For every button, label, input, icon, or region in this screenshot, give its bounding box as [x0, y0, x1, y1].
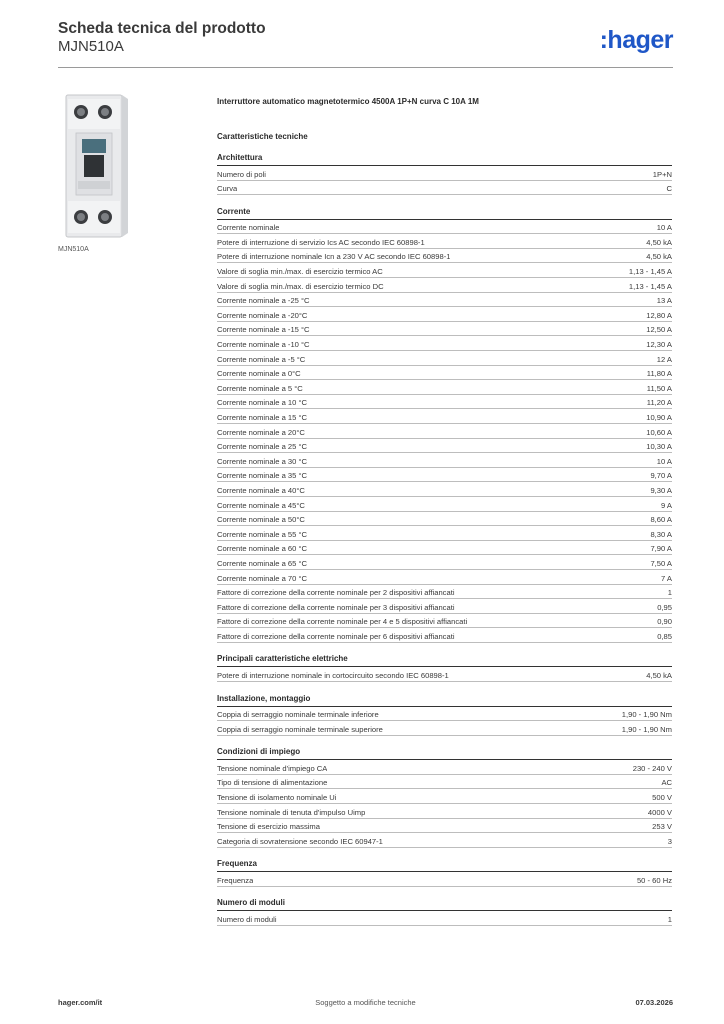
spec-value: 10 A [656, 223, 672, 233]
spec-label: Tensione di isolamento nominale Ui [217, 792, 337, 802]
spec-value: 12,30 A [646, 340, 672, 350]
spec-row [217, 721, 672, 736]
spec-row [217, 380, 672, 395]
spec-row [217, 366, 672, 381]
spec-label: Fattore di correzione della corrente nominale per 3 dispositivi affiancati [217, 602, 455, 612]
spec-label: Fattore di correzione della corrente nominale per 2 dispositivi affiancati [217, 588, 455, 598]
spec-row [217, 789, 672, 804]
spec-row [217, 512, 672, 527]
spec-value: 12,80 A [646, 310, 672, 320]
spec-label: Corrente nominale a 50°C [217, 515, 305, 525]
spec-label: Corrente nominale a 15 °C [217, 413, 307, 422]
spec-value: 9,70 A [650, 471, 672, 481]
spec-row [217, 872, 672, 887]
spec-label: Coppia di serraggio nominale terminale inferiore [217, 710, 379, 720]
spec-row [217, 439, 672, 454]
spec-label: Corrente nominale a -25 °C [217, 296, 310, 306]
spec-row [217, 249, 672, 264]
spec-section [217, 153, 672, 195]
spec-label: Corrente nominale a 25 °C [217, 442, 307, 452]
spec-value: C [666, 184, 672, 194]
spec-value: 0,85 [657, 631, 672, 641]
spec-row [217, 409, 672, 424]
spec-value: 9 A [661, 500, 672, 510]
spec-row [217, 482, 672, 497]
page-footer [58, 998, 673, 1010]
spec-value: 0,90 [657, 617, 672, 627]
spec-section [217, 747, 672, 848]
spec-row [217, 351, 672, 366]
spec-row [217, 707, 672, 722]
spec-row [217, 541, 672, 556]
spec-row [217, 819, 672, 834]
spec-label: Corrente nominale a 55 °C [217, 529, 307, 539]
section-title: Corrente [217, 207, 672, 220]
spec-value: 500 V [652, 792, 672, 802]
spec-label: Potere di interruzione nominale in cortocircuito secondo IEC 60898-1 [217, 671, 449, 680]
spec-value: 11,80 A [646, 369, 672, 379]
spec-row [217, 585, 672, 600]
section-title: Installazione, montaggio [217, 694, 672, 707]
footer-website: hager.com/it [58, 998, 103, 1007]
spec-value: 11,20 A [646, 398, 672, 408]
footer-notice: Soggetto a modifiche tecniche [315, 998, 416, 1007]
header-divider [58, 67, 673, 68]
spec-label: Numero di moduli [217, 914, 277, 924]
spec-row [217, 395, 672, 410]
spec-label: Tensione di esercizio massima [217, 822, 320, 832]
spec-value: 7,50 A [650, 558, 672, 568]
spec-value: 1,90 - 1,90 Nm [621, 724, 672, 734]
spec-row [217, 555, 672, 570]
spec-row [217, 166, 672, 181]
spec-label: Corrente nominale a 45°C [217, 500, 305, 510]
characteristics-heading: Caratteristiche tecniche [217, 132, 308, 141]
section-title: Condizioni di impiego [217, 747, 672, 760]
spec-row [217, 526, 672, 541]
spec-value: 1,13 - 1,45 A [628, 267, 672, 277]
document-title: Scheda tecnica del prodotto [58, 20, 266, 37]
spec-row [217, 570, 672, 585]
product-code: MJN510A [58, 38, 124, 55]
spec-label: Curva [217, 184, 238, 194]
spec-value: 8,60 A [650, 515, 672, 525]
spec-value: 1P+N [652, 169, 672, 179]
spec-label: Corrente nominale a -5 °C [217, 354, 306, 364]
spec-row [217, 278, 672, 293]
spec-section [217, 859, 672, 887]
spec-value: 10,90 A [646, 413, 672, 422]
spec-section [217, 694, 672, 736]
section-title: Architettura [217, 153, 672, 166]
spec-label: Corrente nominale a 60 °C [217, 544, 307, 554]
spec-label: Categoria di sovratensione secondo IEC 60947-1 [217, 836, 383, 846]
spec-row [217, 599, 672, 614]
spec-label: Corrente nominale a 65 °C [217, 558, 307, 568]
product-image [58, 93, 148, 239]
spec-value: 1,90 - 1,90 Nm [621, 710, 672, 720]
section-title: Numero di moduli [217, 898, 672, 911]
spec-row [217, 336, 672, 351]
spec-label: Corrente nominale a 40°C [217, 485, 305, 495]
spec-row [217, 468, 672, 483]
spec-value: 1 [667, 588, 672, 598]
image-caption: MJN510A [58, 246, 89, 253]
spec-value: 4,50 kA [646, 252, 672, 262]
spec-value: 11,50 A [646, 383, 672, 393]
spec-value: 50 - 60 Hz [636, 875, 672, 885]
spec-label: Corrente nominale a 35 °C [217, 471, 307, 481]
spec-row [217, 911, 672, 926]
spec-label: Coppia di serraggio nominale terminale superiore [217, 724, 383, 734]
spec-value: 1 [667, 914, 672, 924]
spec-label: Corrente nominale a -10 °C [217, 340, 310, 350]
spec-value: 10 A [656, 456, 672, 466]
spec-label: Frequenza [217, 875, 254, 885]
spec-row [217, 497, 672, 512]
spec-label: Fattore di correzione della corrente nominale per 4 e 5 dispositivi affiancati [217, 617, 468, 627]
spec-sections [217, 153, 672, 926]
spec-label: Potere di interruzione di servizio Ics AC secondo IEC 60898-1 [217, 237, 425, 247]
spec-value: 9,30 A [650, 485, 672, 495]
section-title: Frequenza [217, 859, 672, 872]
spec-label: Fattore di correzione della corrente nominale per 6 dispositivi affiancati [217, 631, 455, 641]
spec-value: 4,50 kA [646, 237, 672, 247]
spec-row [217, 667, 672, 682]
spec-label: Corrente nominale a 0°C [217, 369, 301, 379]
spec-row [217, 628, 672, 643]
spec-section [217, 207, 672, 643]
spec-value: 12,50 A [646, 325, 672, 335]
spec-label: Tensione nominale di tenuta d'impulso Uimp [217, 807, 366, 817]
spec-label: Corrente nominale a 70 °C [217, 573, 307, 583]
spec-label: Corrente nominale a 30 °C [217, 456, 307, 466]
spec-label: Corrente nominale a 20°C [217, 427, 305, 437]
spec-label: Numero di poli [217, 169, 266, 179]
spec-row [217, 293, 672, 308]
spec-label: Corrente nominale a -15 °C [217, 325, 310, 335]
spec-value: 0,95 [657, 602, 672, 612]
spec-row [217, 760, 672, 775]
spec-label: Corrente nominale a 10 °C [217, 398, 307, 408]
spec-row [217, 833, 672, 848]
spec-value: 253 V [652, 822, 672, 832]
spec-value: 4,50 kA [646, 671, 672, 680]
spec-section [217, 898, 672, 926]
spec-value: 7 A [661, 573, 672, 583]
specifications [217, 97, 672, 937]
section-title: Principali caratteristiche elettriche [217, 654, 672, 667]
spec-value: 10,60 A [646, 427, 672, 437]
spec-label: Tipo di tensione di alimentazione [217, 778, 328, 788]
spec-row [217, 220, 672, 235]
spec-row [217, 263, 672, 278]
spec-row [217, 453, 672, 468]
spec-label: Corrente nominale a -20°C [217, 310, 308, 320]
product-description: Interruttore automatico magnetotermico 4500A 1P+N curva C 10A 1M [217, 97, 479, 106]
spec-value: 12 A [656, 354, 672, 364]
spec-label: Potere di interruzione nominale Icn a 230 V AC secondo IEC 60898-1 [217, 252, 451, 262]
spec-value: 4000 V [647, 807, 672, 817]
spec-row [217, 181, 672, 196]
spec-label: Valore di soglia min./max. di esercizio termico AC [217, 267, 383, 277]
spec-row [217, 424, 672, 439]
spec-row [217, 775, 672, 790]
spec-value: 10,30 A [646, 442, 672, 452]
footer-date: 07.03.2026 [635, 998, 673, 1007]
spec-value: 1,13 - 1,45 A [628, 281, 672, 291]
spec-value: 230 - 240 V [632, 763, 672, 773]
spec-row [217, 322, 672, 337]
spec-section [217, 654, 672, 682]
hager-logo: :hager [599, 26, 673, 54]
page-header [58, 20, 673, 56]
spec-value: 8,30 A [650, 529, 672, 539]
spec-row [217, 614, 672, 629]
spec-row [217, 234, 672, 249]
spec-value: AC [661, 778, 672, 788]
spec-label: Corrente nominale a 5 °C [217, 383, 303, 393]
spec-label: Valore di soglia min./max. di esercizio termico DC [217, 281, 384, 291]
spec-label: Corrente nominale [217, 223, 280, 233]
spec-row [217, 804, 672, 819]
spec-value: 13 A [656, 296, 672, 306]
spec-label: Tensione nominale d'impiego CA [217, 763, 328, 773]
spec-value: 3 [667, 836, 672, 846]
spec-value: 7,90 A [650, 544, 672, 554]
spec-row [217, 307, 672, 322]
